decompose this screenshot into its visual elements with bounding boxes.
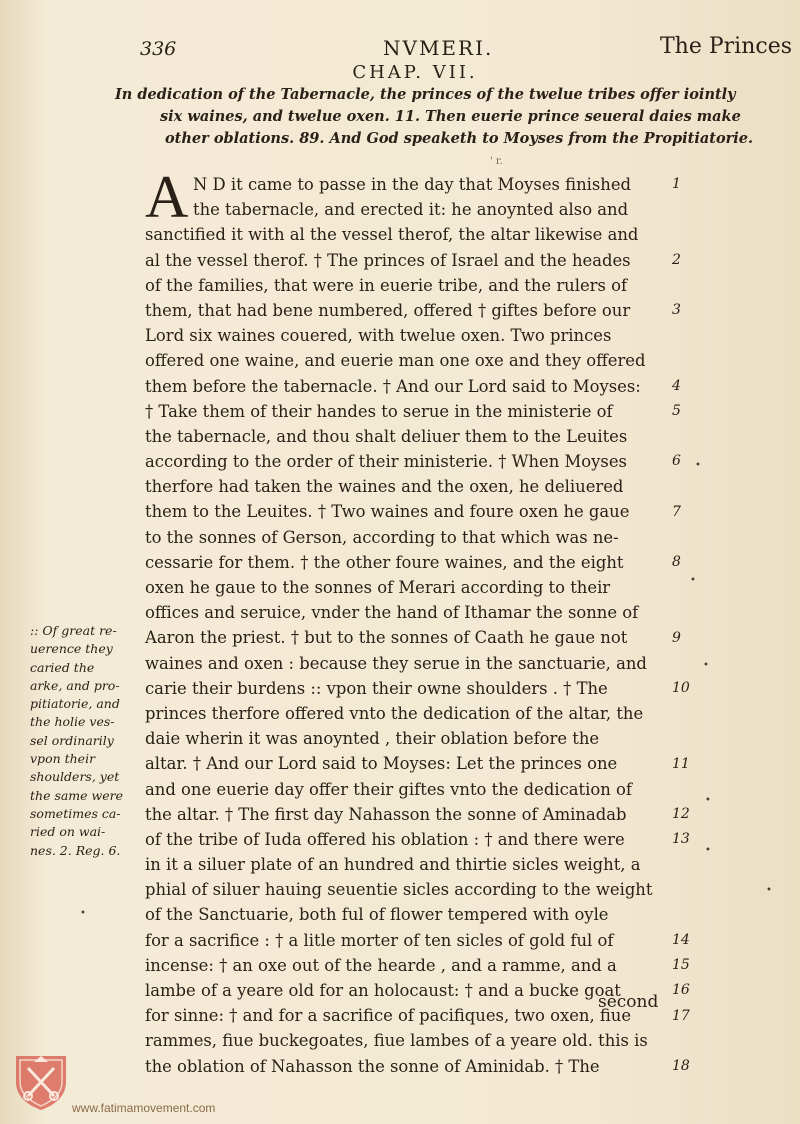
speck-mark: • bbox=[695, 460, 701, 471]
text-line: N D it came to passe in the day that Moyses finished bbox=[193, 175, 632, 194]
note-line: sel ordinarily bbox=[30, 732, 114, 748]
footer-url[interactable]: www.fatimamovement.com bbox=[72, 1101, 216, 1115]
text-line: the tabernacle, and erected it: he anoynted also and bbox=[193, 200, 629, 220]
body-text bbox=[145, 172, 705, 1079]
drop-cap: A bbox=[145, 164, 189, 230]
text-line: therfore had taken the waines and the oxen, he deliuered bbox=[145, 477, 624, 497]
note-line: the holie ves- bbox=[30, 714, 115, 730]
catchword: second bbox=[598, 992, 659, 1012]
note-line: caried the bbox=[30, 659, 95, 675]
verse-number: 11 bbox=[672, 755, 690, 772]
verse-number: 2 bbox=[672, 251, 681, 268]
page-number: 336 bbox=[140, 38, 177, 60]
book-title: NVMERI. bbox=[383, 36, 494, 60]
verse-number: 8 bbox=[672, 554, 681, 570]
note-line: pitiatorie, and bbox=[30, 696, 120, 712]
marginal-note bbox=[30, 622, 140, 860]
text-line: carie their burdens :: vpon their owne shoulders . † The bbox=[145, 678, 608, 698]
stray-mark: ' r. bbox=[490, 156, 503, 167]
text-line: the altar. † The first day Nahasson the sonne of Aminadab bbox=[145, 804, 627, 824]
verse-number: 13 bbox=[672, 831, 690, 848]
text-line: † Take them of their handes to serue in the ministerie of bbox=[145, 401, 613, 421]
summary-line: six waines, and twelue oxen. 11. Then euerie prince seueral daies make bbox=[160, 108, 741, 125]
verse-number: 14 bbox=[672, 932, 690, 948]
text-line: sanctified it with al the vessel therof, the altar likewise and bbox=[145, 225, 639, 245]
verse-number: 10 bbox=[672, 680, 690, 696]
text-line: al the vessel therof. † The princes of Israel and the heades bbox=[145, 250, 631, 270]
speck-mark: • bbox=[705, 795, 711, 806]
text-line: oxen he gaue to the sonnes of Merari according to their bbox=[145, 578, 611, 597]
note-line: :: Of great re- bbox=[30, 623, 117, 638]
speck-mark: • bbox=[705, 845, 711, 856]
text-line: incense: † an oxe out of the hearde , and a ramme, and a bbox=[145, 955, 617, 975]
note-line: nes. 2. Reg. 6. bbox=[30, 842, 121, 858]
summary-line: In dedication of the Tabernacle, the princes of the twelue tribes offer iointly bbox=[115, 86, 736, 103]
text-line: them before the tabernacle. † And our Lord said to Moyses: bbox=[145, 376, 641, 396]
text-line: Lord six waines couered, with twelue oxen. Two princes bbox=[145, 326, 612, 346]
text-line: of the Sanctuarie, both ful of flower tempered with oyle bbox=[145, 905, 609, 925]
verse-number: 9 bbox=[672, 629, 681, 646]
text-line: to the sonnes of Gerson, according to that which was ne- bbox=[145, 527, 619, 547]
text-line: phial of siluer hauing seuentie sicles according to the weight bbox=[145, 880, 653, 900]
verse-number: 7 bbox=[672, 503, 681, 520]
chapter-summary bbox=[115, 84, 754, 150]
verse-number: 5 bbox=[672, 402, 681, 419]
note-line: shoulders, yet bbox=[30, 769, 120, 785]
text-line: according to the order of their ministerie. † When Moyses bbox=[145, 452, 627, 472]
text-line: them, that had bene numbered, offered † giftes before our bbox=[145, 300, 631, 320]
text-line: for sinne: † and for a sacrifice of pacifiques, two oxen, fiue bbox=[145, 1006, 632, 1026]
text-line: of the families, that were in euerie tribe, and the rulers of bbox=[145, 275, 628, 295]
verse-number: 17 bbox=[672, 1007, 690, 1024]
speck-mark: • bbox=[703, 660, 709, 671]
text-line: the tabernacle, and thou shalt deliuer them to the Leuites bbox=[145, 426, 628, 446]
text-line: altar. † And our Lord said to Moyses: Let the princes one bbox=[145, 754, 618, 774]
text-line: the oblation of Nahasson the sonne of Aminidab. † The bbox=[145, 1056, 600, 1076]
papal-crossed-keys-shield-icon bbox=[12, 1052, 70, 1112]
speck-mark: • bbox=[80, 908, 86, 919]
speck-mark: • bbox=[690, 575, 696, 586]
note-line: ried on wai- bbox=[30, 824, 106, 840]
note-line: vpon their bbox=[30, 751, 96, 767]
text-line: waines and oxen : because they serue in the sanctuarie, and bbox=[145, 653, 647, 673]
verse-number: 1 bbox=[672, 176, 681, 192]
text-line: cessarie for them. † the other foure waines, and the eight bbox=[145, 552, 624, 572]
text-line: for a sacrifice : † a litle morter of ten sicles of gold ful of bbox=[145, 930, 614, 950]
text-line: rammes, fiue buckegoates, fiue lambes of a yeare old. this is bbox=[145, 1031, 648, 1051]
verse-number: 12 bbox=[672, 806, 690, 822]
verse-number: 3 bbox=[672, 302, 681, 318]
text-line: princes therfore offered vnto the dedication of the altar, the bbox=[145, 703, 644, 723]
note-line: uerence they bbox=[30, 641, 113, 657]
text-line: daie wherin it was anoynted , their oblation before the bbox=[145, 729, 600, 749]
verse-number: 18 bbox=[672, 1058, 690, 1074]
verse-number: 4 bbox=[672, 377, 681, 394]
text-line: and one euerie day offer their giftes vnto the dedication of bbox=[145, 779, 632, 799]
text-line: Aaron the priest. † but to the sonnes of Caath he gaue not bbox=[145, 628, 628, 648]
note-line: sometimes ca- bbox=[30, 805, 121, 821]
text-line: them to the Leuites. † Two waines and foure oxen he gaue bbox=[145, 502, 630, 522]
chapter-title: CHAP. VII. bbox=[352, 62, 478, 83]
text-line: offices and seruice, vnder the hand of Ithamar the sonne of bbox=[145, 603, 639, 623]
text-line: lambe of a yeare old for an holocaust: † and a bucke goat bbox=[145, 981, 621, 1000]
text-line: of the tribe of Iuda offered his oblation : † and there were bbox=[145, 829, 625, 849]
note-line: the same were bbox=[30, 787, 124, 803]
verse-number: 6 bbox=[672, 453, 681, 470]
note-line: arke, and pro- bbox=[30, 677, 120, 693]
verse-number: 16 bbox=[672, 982, 690, 999]
text-line: offered one waine, and euerie man one oxe and they offered bbox=[145, 351, 646, 371]
text-line: in it a siluer plate of an hundred and thirtie sicles weight, a bbox=[145, 855, 641, 875]
running-topic: The Princes bbox=[660, 34, 793, 59]
verse-number: 15 bbox=[672, 957, 690, 974]
summary-line: other oblations. 89. And God speaketh to Moyses from the Propitiatorie. bbox=[165, 130, 754, 147]
speck-mark: • bbox=[766, 885, 772, 896]
